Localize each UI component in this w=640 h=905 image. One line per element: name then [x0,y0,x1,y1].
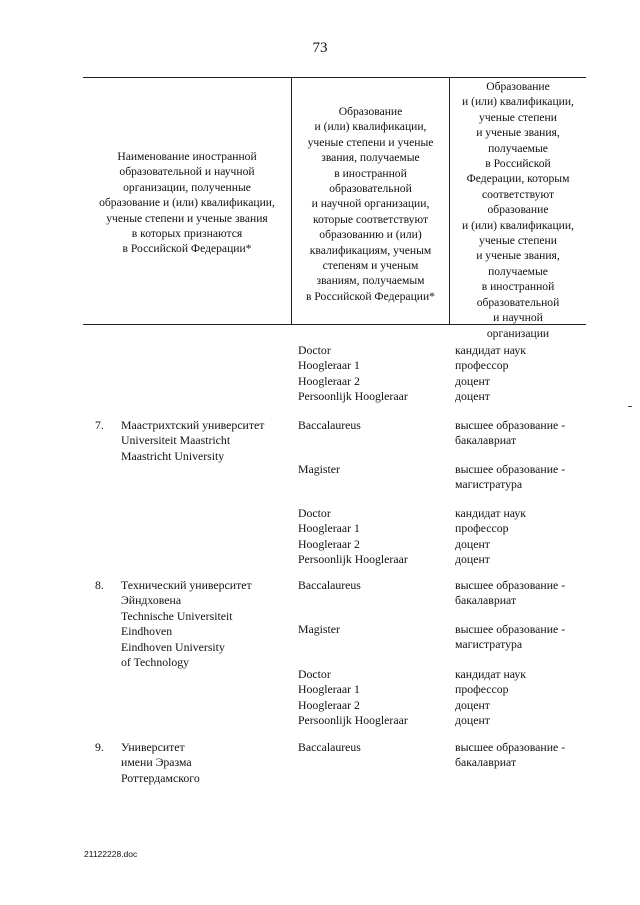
russian-equivalent-line: доцент [455,389,490,404]
header-col-foreign-line: образованию и (или) [319,228,422,242]
header-col-foreign-line: в иностранной [334,166,407,180]
foreign-qualification [298,622,340,637]
header-col-russian-line: организации [486,326,550,340]
foreign-qualification-line: Magister [298,622,340,636]
russian-equivalent [455,418,565,449]
foreign-qualification-line: Doctor [298,667,331,681]
header-col-russian-line: Образование [486,80,550,93]
organization-name-line: Университет [121,740,185,754]
header-col-organization-line: в которых признаются [131,227,243,241]
header-col-foreign-line: которые соответствуют [312,212,429,226]
organization-name-line: Maastricht University [121,448,225,463]
russian-equivalent-line: высшее образование - [455,418,566,432]
header-col-foreign-line: ученые степени и ученые [307,135,434,149]
header-col-foreign-line: и (или) квалификации, [314,120,427,134]
russian-equivalent [455,343,526,405]
header-col-foreign-line: образовательной [329,182,412,196]
header-col-foreign-line: Образование [338,105,403,118]
header-col-russian-line: в иностранной [481,280,555,294]
organization-name-line: Технический университет [121,578,252,592]
russian-equivalent-line: кандидат наук [455,667,527,681]
russian-equivalent-line: высшее образование - [455,462,566,476]
header-col-organization-line: Наименование иностранной [117,150,257,163]
russian-equivalent-line: кандидат наук [455,343,527,357]
header-col-foreign-line: звания, получаемые [321,151,420,165]
foreign-qualification-line: Persoonlijk Hoogleraar [298,713,408,728]
header-col-russian-line: в Российской [485,157,551,171]
russian-equivalent-line: высшее образование - [455,622,566,636]
foreign-qualification [298,462,340,477]
organization-name-line: Роттердамского [121,770,200,785]
russian-equivalent-line: доцент [455,552,490,567]
foreign-qualification-line: Hoogleraar 2 [298,697,360,712]
foreign-qualification [298,740,361,755]
footer-doc-id: 21122228.doc [84,849,138,859]
header-col-foreign-line: в Российской Федерации* [306,289,435,303]
header-col-foreign-line: степеням и ученым [322,259,419,273]
russian-equivalent-line: доцент [455,536,490,551]
russian-equivalent-line: магистратура [455,637,523,652]
russian-equivalent-line: бакалавриат [455,593,517,608]
organization-name-line: Eindhoven [121,624,173,639]
foreign-qualification-line: Baccalaureus [298,418,361,432]
foreign-qualification-line: Baccalaureus [298,578,361,592]
header-col-organization-line: ученые степени и ученые звания [106,211,268,225]
table-header [83,77,586,340]
russian-equivalent-line: высшее образование - [455,740,566,754]
foreign-qualification-line: Hoogleraar 1 [298,521,360,536]
foreign-qualification-line: Baccalaureus [298,740,361,754]
russian-equivalent [455,667,526,729]
row-number: 9. [95,740,104,754]
russian-equivalent-line: профессор [455,682,509,697]
foreign-qualification [298,343,408,405]
header-top-rule [83,77,586,78]
header-col-organization-line: образование и (или) квалификации, [99,196,275,210]
russian-equivalent-line: бакалавриат [455,433,517,448]
header-col-russian-line: и (или) квалификации, [462,218,574,232]
header-col-russian-line: и научной [493,311,543,325]
foreign-qualification [298,578,361,593]
header-col-russian-line: Федерации, которым [466,172,570,186]
header-col-russian-line: соответствуют [481,187,555,201]
foreign-qualification-line: Hoogleraar 1 [298,682,360,697]
russian-equivalent-line: доцент [455,373,490,388]
foreign-qualification-line: Persoonlijk Hoogleraar [298,389,408,404]
organization-name-line: Маастрихтский университет [121,418,265,432]
header-col-foreign-line: квалификациям, ученым [309,243,432,257]
header-col-foreign-line: званиям, получаемым [316,274,425,288]
organization-name [121,418,264,464]
organization-name [121,578,252,670]
organization-name-line: Eindhoven University [121,639,225,654]
header-col-organization-line: в Российской Федерации* [122,242,252,256]
header-col-russian-line: и ученые звания, [476,249,560,263]
margin-mark [628,406,632,407]
header-col-foreign-qualification [292,104,449,304]
header-col-russian-line: и ученые звания, [476,126,560,140]
organization-name-line: Universiteit Maastricht [121,433,231,448]
row-number: 7. [95,418,104,432]
foreign-qualification-line: Magister [298,462,340,476]
foreign-qualification [298,506,408,568]
header-col-foreign-line: и научной организации, [311,197,430,211]
organization-name [121,740,200,786]
foreign-qualification-line: Doctor [298,506,331,520]
header-col-organization-line: организации, полученные [123,180,251,194]
header-col-russian-line: получаемые [488,264,548,278]
header-col-russian-qualification [450,79,586,341]
russian-equivalent-line: кандидат наук [455,506,527,520]
russian-equivalent-line: бакалавриат [455,755,517,770]
russian-equivalent [455,740,565,771]
page-number: 73 [312,40,328,56]
russian-equivalent [455,506,526,568]
organization-name-line: имени Эразма [121,755,192,770]
header-col-russian-line: образовательной [476,295,560,309]
header-col-russian-line: ученые степени [479,110,557,124]
russian-equivalent-line: доцент [455,697,490,712]
foreign-qualification-line: Persoonlijk Hoogleraar [298,552,408,567]
header-col-organization [83,149,291,257]
header-col-russian-line: ученые степени [479,234,557,248]
russian-equivalent-line: профессор [455,358,509,373]
organization-name-line: of Technology [121,655,190,670]
header-col-organization-line: образовательной и научной [119,165,255,179]
russian-equivalent-line: доцент [455,713,490,728]
organization-name-line: Technische Universiteit [121,608,233,623]
foreign-qualification [298,418,361,433]
russian-equivalent [455,578,565,609]
russian-equivalent-line: магистратура [455,477,523,492]
header-col-russian-line: и (или) квалификации, [462,95,574,109]
russian-equivalent [455,462,565,493]
foreign-qualification-line: Hoogleraar 2 [298,536,360,551]
russian-equivalent-line: профессор [455,521,509,536]
russian-equivalent [455,622,565,653]
organization-name-line: Эйндховена [121,593,182,608]
foreign-qualification-line: Doctor [298,343,331,357]
foreign-qualification-line: Hoogleraar 1 [298,358,360,373]
foreign-qualification [298,667,408,729]
row-number: 8. [95,578,104,592]
foreign-qualification-line: Hoogleraar 2 [298,373,360,388]
header-col-russian-line: получаемые [488,141,548,155]
header-col-russian-line: образование [487,203,549,217]
russian-equivalent-line: высшее образование - [455,578,566,592]
